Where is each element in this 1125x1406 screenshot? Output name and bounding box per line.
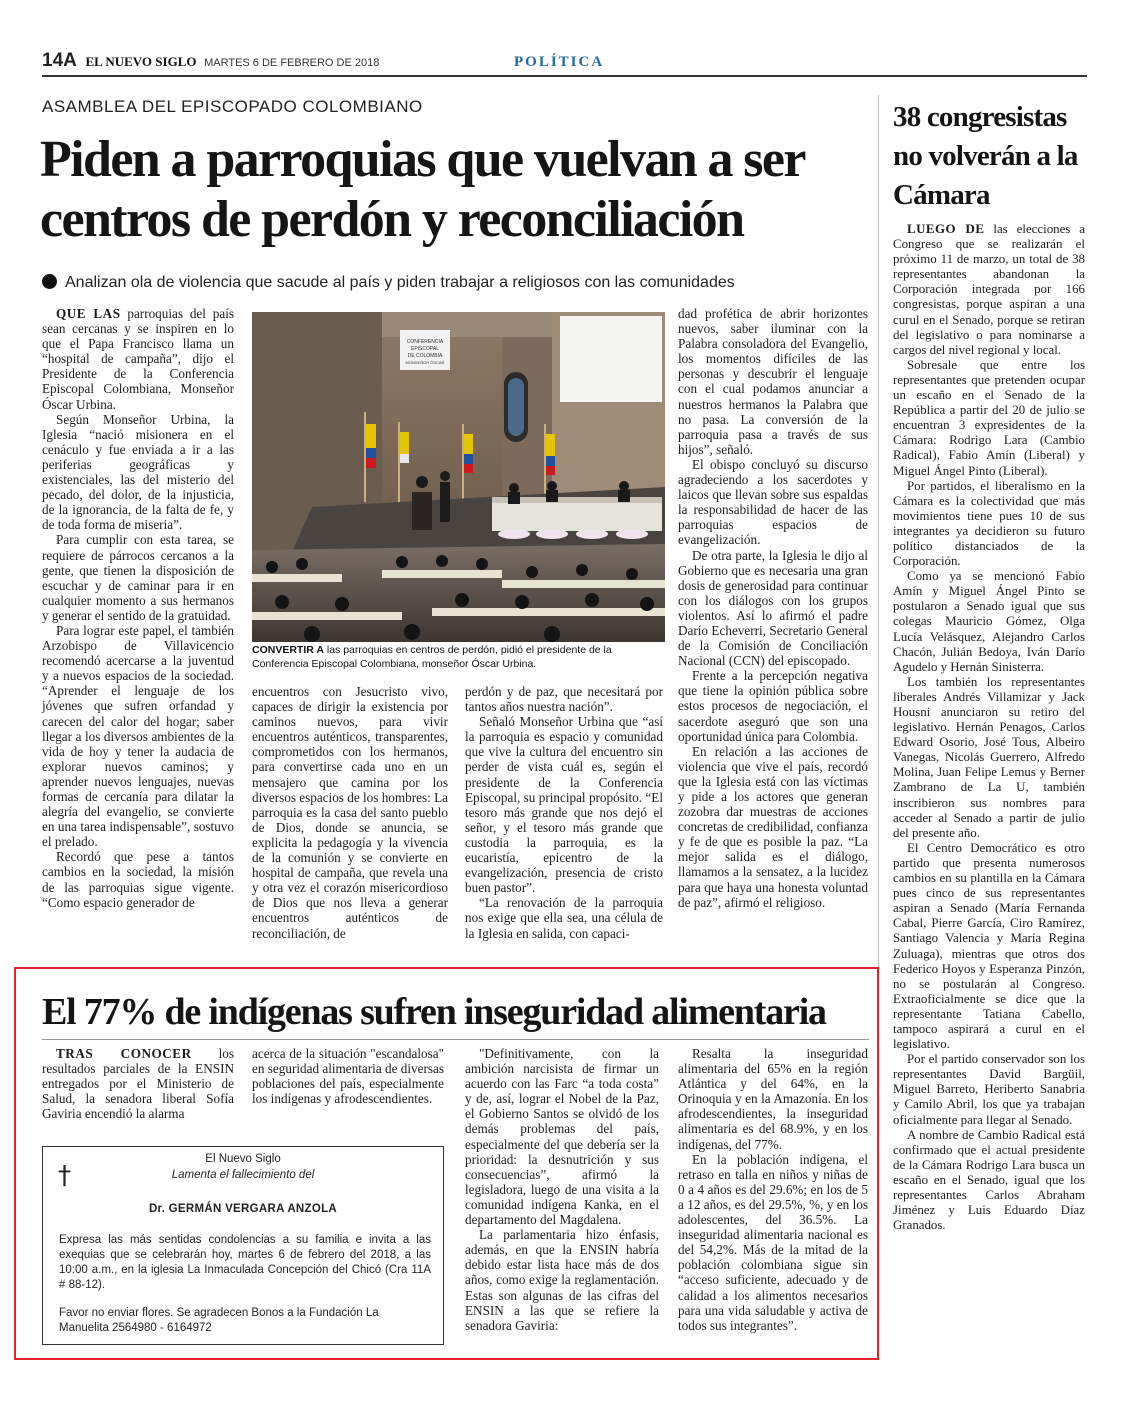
article-column-1	[42, 306, 234, 910]
paragraph: En relación a las acciones de violencia que vive el país, recordó que la Iglesia está con las víctimas y pide a los actores que generan zozobra dar muestras de acciones concretas de credibilidad, confianza y fe de que es posible la paz. “La mejor salida es el diálogo, llamamos a la sensatez, a la lucidez para que haya una honesta voluntad de paz”, afirmó el religioso.	[678, 743, 868, 910]
paragraph	[893, 222, 1085, 358]
paragraph: En la población indígena, el retraso en talla en niños y niñas de 0 a 4 años es del 29.6%; en los de 5 a 12 años, es del 29.5%, %, y en los adolescentes, del 36.5%. La inseguridad alimentaria nacional es del 54,2%. Más de la mitad de la población colombiana sigue sin “acceso suficiente, adecuado y de calidad a los alimentos necesarios para una vida saludable y activa de todos sus integrantes”.	[678, 1151, 868, 1333]
article-column-2	[252, 684, 448, 941]
paragraph: El Centro Democrático es otro partido que presenta numerosos cambios en su plantilla en la Cámara pues cinco de sus representantes aspiran a Senado (María Fernanda Cabal, Pierre García, Ciro Ramírez, Santiago Valencia y María Regina Zuluaga), mientras que otros dos Federico Hoyos y Esperanza Pinzón, no se postularán al Congreso. Extraoficialmente se dice que la representante Tatiana Cabello, tampoco aspirará a curul en el legislativo.	[893, 840, 1085, 1052]
paragraph	[42, 306, 234, 412]
subhead-text: Analizan ola de violencia que sacude al país y piden trabajar a religiosos con las comunidades	[65, 274, 735, 291]
paragraph: Resalta la inseguridad alimentaria del 65% en la región Atlántica y del 64%, en la Orinoquia y en la Amazonía. En los afrodescendientes, la inseguridad alimentaria es del 68.9%, y en los indígenas, del 77%.	[678, 1046, 868, 1152]
obituary-footer: Favor no enviar flores. Se agradecen Bonos a la Fundación La Manuelita 2564980 - 6164972	[59, 1307, 379, 1334]
paragraph-text: las elecciones a Congreso que se realizarán el próximo 11 de marzo, un total de 38 representantes abandonan la Corporación integrada por 166 congresistas, porque aspiran a una curul en el Senado, porque se retiran del legislativo o para nominarse a cargos del nivel regional y local.	[893, 222, 1085, 357]
section-name: POLÍTICA	[514, 54, 605, 70]
paragraph: perdón y de paz, que necesitará por tantos años nuestra nación”.	[465, 684, 663, 715]
second-headline: El 77% de indígenas sufren inseguridad alimentaria	[42, 991, 826, 1033]
paragraph-text: parroquias del país sean cercanas y se inspiren en lo que el Papa Francisco llama un “hospital de campaña”, dijo el Presidente de la Conferencia Episcopal Colombiana, Monseñor Óscar Urbina.	[42, 306, 234, 412]
paragraph: Para lograr este papel, el también Arzobispo de Villavicencio recomendó acercarse a la juventud y a nuevos espacios de la sociedad. “Aprender el lenguaje de los jóvenes que sufren orfandad y carecen del calor del hogar; saber llegar a los diversos ambientes de la vida de hoy y tener la audacia de explorar nuevos caminos; y aprender nuevos lenguajes, nuevas formas de cercanía para dilatar la alegría del evangelio, se convierte en una tarea indispensable”, sostuvo el prelado.	[42, 622, 234, 850]
second-column-3	[465, 1046, 659, 1333]
obituary-body: Expresa las más sentidas condolencias a su familia e invita a las exequias que se celebrarán hoy, martes 6 de febrero del 2018, a las 10:00 a.m., en la iglesia La Inmaculada Concepción del Chicó (Cra 11A # 88-12).	[59, 1234, 431, 1291]
paragraph: Según Monseñor Urbina, la Iglesia “nació misionera en el cenáculo y fue enviada a ir a las periferias geográficas y existenciales, las del misterio del pecado, del dolor, de la injusticia, de la ignorancia, de la falta de fe, y de toda forma de miseria”.	[42, 411, 234, 533]
svg-text:EPISCOPAL: EPISCOPAL	[411, 346, 439, 352]
obituary-lament: Lamenta el fallecimiento del	[171, 1169, 315, 1181]
article-kicker: ASAMBLEA DEL EPISCOPADO COLOMBIANO	[42, 97, 423, 116]
paragraph: La parlamentaria hizo énfasis, además, en que la ENSIN habría debido estar lista hace más de dos años, como exige la reglamentación. Estas son algunas de las cifras del ENSIN a las que se refiere la senadora Gaviria:	[465, 1227, 659, 1333]
caption-text: las parroquias en centros de perdón, pidió el presidente de la Conferencia Episcopal Colombiana, monseñor Óscar Urbina.	[252, 644, 612, 670]
paragraph: acerca de la situación "escandalosa" en seguridad alimentaria de diversas poblaciones del país, especialmente los indígenas y afrodescendientes.	[252, 1046, 444, 1107]
page-header	[42, 50, 379, 72]
photo-caption	[252, 643, 665, 671]
headline-rule	[42, 1039, 869, 1040]
newspaper-name: EL NUEVO SIGLO	[85, 54, 197, 69]
page-number: 14A	[42, 50, 77, 71]
article-subhead	[42, 274, 872, 292]
bullet-icon	[42, 274, 57, 289]
paragraph	[42, 1046, 234, 1121]
paragraph: De otra parte, la Iglesia le dijo al Gobierno que es necesaria una gran dosis de generosidad para continuar con los diálogos con los grupos violentos. Así lo afirmó el padre Darío Echeverri, Secretario General de la Comisión de Conciliación Nacional (CCN) del episcopado.	[678, 547, 868, 669]
svg-text:DE COLOMBIA: DE COLOMBIA	[407, 353, 443, 359]
lead-words: TRAS CONOCER	[56, 1046, 192, 1061]
paragraph: Para cumplir con esta tarea, se requiere de párrocos cercanos a la gente, que tienen la disposición de escuchar y de caminar para ir en cualquier momento a sus hermanos y generar el sentido de la gratuidad.	[42, 532, 234, 623]
second-column-1	[42, 1046, 234, 1121]
paragraph: A nombre de Cambio Radical está confirmado que el actual presidente de la Cámara Rodrigo Lara busca un escaño en el Senado, igual que los representantes Carlos Abraham Jiménez y Luis Eduardo Díaz Granados.	[893, 1127, 1085, 1233]
photo-illustration	[252, 312, 665, 642]
paragraph: Los también los representantes liberales Andrés Villamizar y Jack Housni anunciaron su retiro del legislativo. Hernán Penagos, Carlos Edward Osorio, José Tous, Albeiro Vanegas, Nicolás Guerrero, Alfredo Molina, Juan Felipe Lemus y Berner Zambrano de La U, también inscribieron sus nombres para acceder al Senado a partir de julio del presente año.	[893, 674, 1085, 840]
paragraph: "Definitivamente, con la ambición narcisista de firmar un acuerdo con las Farc “a toda costa” y de, así, lograr el Nobel de la Paz, el Gobierno Santos se olvidó de los demás problemas del país, especialmente del que debería ser la prioridad: la desnutrición y sus consecuencias”, afirmó la legisladora, luego de una visita a la comunidad indígena Kanka, en el departamento del Magdalena.	[465, 1046, 659, 1228]
header-rule	[42, 75, 1087, 77]
paragraph-text: los resultados parciales de la ENSIN entregados por el Ministerio de Salud, la senadora liberal Sofía Gaviria encendió la alarma	[42, 1046, 234, 1122]
svg-text:MONSEÑOR ÓSCAR: MONSEÑOR ÓSCAR	[405, 360, 445, 365]
lead-words: QUE LAS	[56, 306, 121, 321]
article-headline: Piden a parroquias que vuelvan a ser centros de perdón y reconciliación	[40, 131, 804, 248]
svg-text:CONFERENCIA: CONFERENCIA	[406, 339, 444, 345]
caption-lead: CONVERTIR A	[252, 644, 324, 656]
paragraph: Como ya se mencionó Fabio Amín y Miguel Ángel Pinto se postularon a Senado igual que sus colegas Mauricio Gómez, Olga Lucía Velásquez, Alejandro Carlos Chacón, Julián Bedoya, Iván Darío Agudelo y Hernán Sinisterra.	[893, 569, 1085, 674]
paragraph: Señaló Monseñor Urbina que “así la parroquia es espacio y comunidad que vive la cultura del encuentro sin perder de vista cuál es, según el presidente de la Conferencia Episcopal, su principal propósito. “El tesoro más grande que nos dejó el señor, y el tesoro más grande que custodia la parroquia, es la eucaristía, epicentro de la evangelización, presencia de cristo buen pastor”.	[465, 714, 663, 896]
obituary-name: Dr. GERMÁN VERGARA ANZOLA	[148, 1203, 338, 1215]
article-column-3	[465, 684, 663, 941]
article-photo	[252, 312, 665, 642]
paragraph: Por el partido conservador son los representantes David Bargüil, Miguel Barreto, Heriberto Sanabria y Camilo Abril, los que ya trabajan oficialmente para llegar al Senado.	[893, 1052, 1085, 1127]
obituary-notice	[42, 1146, 444, 1345]
paragraph: encuentros con Jesucristo vivo, capaces de dirigir la existencia por caminos nuevos, para vivir encuentros auténticos, transparentes, comprometidos con los hermanos, para convertirse cada uno en un mensajero que camina por los diversos espacios de los hombres: La parroquia es la casa del santo pueblo de Dios, donde se anuncia, se explicita la pedagogía y la vivencia de la comunión y se convierte en hospital de campaña, que revela una y otra vez el corazón misericordioso de Dios que nos lleva a generar encuentros auténticos de reconciliación, de	[252, 684, 448, 941]
slide-text	[400, 330, 450, 370]
second-column-2	[252, 1046, 444, 1106]
paragraph: El obispo concluyó su discurso agradeciendo a los sacerdotes y laicos que llevan sobre sus espaldas la responsabilidad de hacer de las parroquias espacios de evangelización.	[678, 456, 868, 548]
lead-words: LUEGO DE	[907, 222, 985, 236]
issue-date: MARTES 6 DE FEBRERO DE 2018	[204, 57, 380, 69]
paragraph: “La renovación de la parroquia nos exige que ella sea, una célula de la Iglesia en salida, con capaci-	[465, 895, 663, 941]
second-column-4	[678, 1046, 868, 1333]
paragraph: Recordó que pese a tantos cambios en la sociedad, la misión de las parroquias sigue vigente. “Como espacio generador de	[42, 849, 234, 910]
paragraph: dad profética de abrir horizontes nuevos, saber iluminar con la Palabra consoladora del Evangelio, los momentos difíciles de las personas y descubrir el lenguaje con el cual podamos anunciar a nuestros hermanos la Palabra que no pasa. La conversión de la parroquia pasa a través de sus hijos”, señaló.	[678, 306, 868, 457]
sidebar-headline: 38 congresistas no volverán a la Cámara	[893, 101, 1078, 211]
sidebar-body	[893, 222, 1085, 1233]
article-column-4	[678, 306, 868, 910]
paragraph: Sobresale que entre los representantes que pretenden ocupar un escaño en el Senado de la República a partir del 20 de julio se encuentran 3 expresidentes de la Cámara: Rodrigo Lara (Cambio Radical), Fabio Amín (Liberal) y Miguel Ángel Pinto (Liberal).	[893, 357, 1085, 478]
cross-icon: †	[58, 1161, 71, 1191]
paragraph: Por partidos, el liberalismo en la Cámara es la colectividad que más movimientos tiene pues 10 de sus integrantes ya decidieron su futuro político distanciados de la Corporación.	[893, 478, 1085, 569]
obituary-org: El Nuevo Siglo	[205, 1153, 281, 1165]
paragraph: Frente a la percepción negativa que tiene la opinión pública sobre estos procesos de negociación, el sacerdote aseguró que son una oportunidad única para Colombia.	[678, 668, 868, 744]
